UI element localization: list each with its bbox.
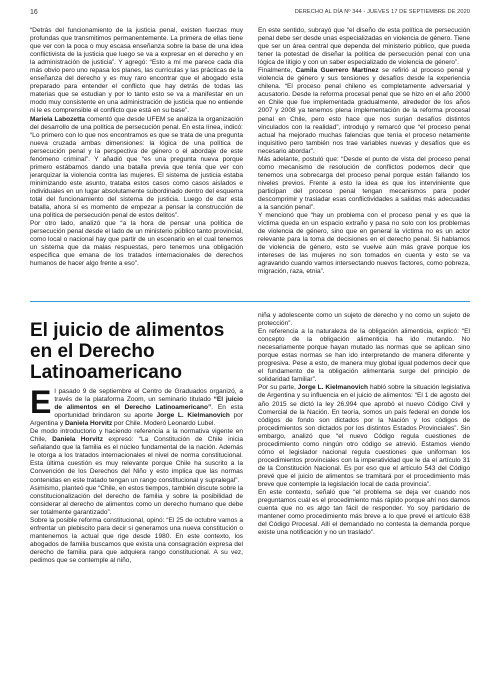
headline-line: El juicio de alimentos: [30, 320, 225, 341]
article1-column-right: [258, 27, 470, 276]
paragraph: Sobre la posible reforma constitucional, opinó: “El 25 de octubre vamos a enfrentar un plebiscito para decir si generamos una nueva constitución o mantenemos la actual que rige desde 1980. En este contexto, los abogados de familia buscamos que exista una consagración expresa del derecho de familia para que adquiera rango constitucional. A su vez, pedimos que se contemple al niño,: [30, 516, 243, 564]
drop-cap: E: [30, 384, 52, 420]
page-header: [30, 9, 470, 23]
paragraph: Y mencionó que “hay un problema con el proceso penal y es que la víctima queda en un espacio extraño y pasa no solo con los problemas de violencia de género, sino que en general la víctima no es un actor relevante para la toma de decisiones en el derecho penal. Si hablamos de violencia de género, esto se vuelve aún más grave porque los intereses de las mujeres no son tomados en cuenta y esto se va agravando cuando vamos intersectando nuevos factores, como pobreza, migración, raza, etnia”.: [258, 212, 470, 276]
paragraph: Asimismo, planteó que “Chile, en estos tiempos, también discute sobre la constitucionalización del derecho de familia y sobre la posibilidad de considerar al derecho de alimentos como un derecho humano que debe ser totalmente garantizado”.: [30, 484, 243, 516]
article1-column-left: [30, 27, 243, 268]
article2-column-right: [258, 312, 470, 537]
paragraph: “Detrás del funcionamiento de la justicia penal, existen fuerzas muy profundas que transmitimos permanentemente. La primera de ellas tiene que ver con la poca o muy escasa enseñanza sobre la base de una idea conflictivista de la justicia que luego se va a expresar en el derecho y en la administración de justicia”. Y agregó: “Esto a mí me parece cada día más obvio pero uno repasa los planes, las currículas y las prácticas de la enseñanza del derecho y es muy raro encontrar que el abogado esta preparado para entender el conflicto que hay detrás de todas las materias que se estudian y por lo tanto esto se va a manifestar en un modo muy consistente en una administración de justicia que no entiende ni le es comprensible el conflicto que está en su base”.: [30, 27, 243, 115]
paragraph: Mariela Labozetta comentó que desde UFEM se analiza la organización del desarrollo de una política de persecución penal. En esta línea, indicó: “Lo primero con lo que nos encontramos es que se trata de una pregunta nueva cruzada ambas dimensiones: la lógica de una política de persecución penal y la perspectiva de género o el abordaje de este fenómeno criminal”. Y añadió que “es una pregunta nueva porque primero estábamos dando una batalla previa que tenía que ver con jerarquizar la violencia contra las mujeres. El sistema de justicia estaba minimizando este asunto, trataba estos casos como casos aislados e individuales en un lugar absolutamente subordinado dentro del esquema total del funcionamiento del sistema de justicia. Luego de dar esta batalla, ahora sí es momento de empezar a pensar la construcción de una política de persecución penal de estos delitos”.: [30, 115, 243, 220]
paragraph: Por su parte, Jorge L. Kielmanovich habló sobre la situación legislativa de Argentina y su influencia en el juicio de alimentos: “El 1 de agosto del año 2015 se dictó la ley 26.994 que aprobó el nuevo Código Civil y Comercial de la Nación. En teoría, somos un país federal en donde los códigos de fondo son dictados por la Nación y los códigos de procedimientos son dictados por los distintos Estados Provinciales”. Sin embargo, analizó que “el nuevo Código regula cuestiones de procedimiento como ningún otro código se atrevió. Estamos viendo cómo el legislador nacional regula cuestiones que uniforman los procedimientos provinciales con la imperatividad que le da el artículo 31 de la Constitución Nacional. Es por eso que el artículo 543 del Código prevé que el juicio de alimentos se tramitará por el procedimiento más breve que contemple la legislación local de cada provincia”.: [258, 384, 470, 488]
paragraph: Finalmente, Camila Guerrero Martínez se refirió al proceso penal y violencia de género y sus tensiones y desafíos desde la experiencia chilena. “El proceso penal chileno es completamente adversarial y acusatorio. Desde la reforma procesal penal que se hizo en el año 2000 en Chile que fue implementada gradualmente, alrededor de los años 2007 y 2008 ya tenemos plena implementación de la reforma procesal penal en Chile, pero esto hace que nos surjan desafíos distintos vinculados con la realidad”, introdujo y remarcó que “el proceso penal actual ha mejorado muchas falencias que tenía el proceso netamente inquisitivo pero también nos trae variables nuevas y desafíos que es necesario abordar”.: [258, 67, 470, 155]
running-title: DERECHO AL DÍA Nº 344 - JUEVES 17 DE SEPTIEMBRE DE 2020: [294, 9, 470, 15]
paragraph: Por otro lado, analizó que “a la hora de pensar una política de persecución penal desde el lado de un ministerio público tanto provincial, como local o nacional hay que partir de un escenario en el cual tenemos un sistema que da malas respuestas, pero tenemos una obligación específica que emana de los tratados internacionales de derechos humanos de hacer algo frente a eso”.: [30, 220, 243, 268]
paragraph: De modo introductorio y haciendo referencia a la normativa vigente en Chile, Daniela Horvitz expresó: “La Constitución de Chile inicia señalando que la familia es el núcleo fundamental de la nación. Además le otorga a los tratados internacionales el nivel de norma constitucional. Esta última cuestión es muy relevante porque Chile ha suscrito a la Convención de los Derechos del Niño y esto implica que las normas contenidas en este tratado tengan un rango constitucional y supralegal”.: [30, 428, 243, 484]
paragraph: En este contexto, señaló que “el problema se deja ver cuando nos preguntamos cuál es el procedimiento más rápido porque ahí nos damos cuenta que no es algo tan fácil de responder. Yo soy partidario de mantener como procedimiento más breve a lo que prevé el artículo 638 del Código Procesal. Allí el demandado no contesta la demanda porque existe una notificación y no un traslado”.: [258, 489, 470, 537]
paragraph: niña y adolescente como un sujeto de derecho y no como un sujeto de protección”.: [258, 312, 470, 328]
paragraph: [30, 384, 244, 428]
article2-headline: [30, 320, 248, 383]
paragraph: Más adelante, postuló que: “Desde el punto de vista del proceso penal como mecanismo de resolución de conflictos podemos decir que tenemos una sobrecarga del proceso penal porque están fallando los niveles previos. Frente a esto la idea es que los interviniente que participan del proceso penal tengan mecanismos para poder descomprimir y trasladar esas conflictividades a salidas más adecuadas a la sanción penal”.: [258, 155, 470, 212]
headline-line: en el Derecho: [30, 341, 155, 362]
paragraph: En referencia a la naturaleza de la obligación alimenticia, explicó: “El concepto de la obligación alimenticia ha ido mutando. No necesariamente porque hayan mutado las normas que se aplican sino porque estas normas se han ido interpretando de manera diferente y progresiva. Pese a esto, de manera muy global igual podemos decir que el fundamento de la obligación alimentaria surge del principio de solidaridad familiar”.: [258, 328, 470, 384]
paragraph: En este sentido, subrayó que “el diseño de esta política de persecución penal debe ser desde unas especializadas en violencia de género. Tiene que ser un área central que dependa del ministerio público, que pueda tener la potestad de diseñar la política de persecución penal con una lógica de litigio y con un saber especializado de violencia de género”.: [258, 27, 470, 67]
lead-text: l pasado 9 de septiembre el Centro de Graduados organizó, a través de la plataforma Zoom, un seminario titulado “El juicio de alimentos en el Derecho Latinoamericano”. En esta oportunidad brindaron su aporte Jorge L. Kielmanovich por Argentina y Daniela Horvitz por Chile. Moderó Leonardo Lubel.: [30, 388, 244, 428]
headline-line: Latinoamericano: [30, 362, 183, 383]
article2-column-left: [30, 384, 244, 565]
page-number: 16: [30, 9, 38, 16]
section-divider: [30, 301, 470, 302]
